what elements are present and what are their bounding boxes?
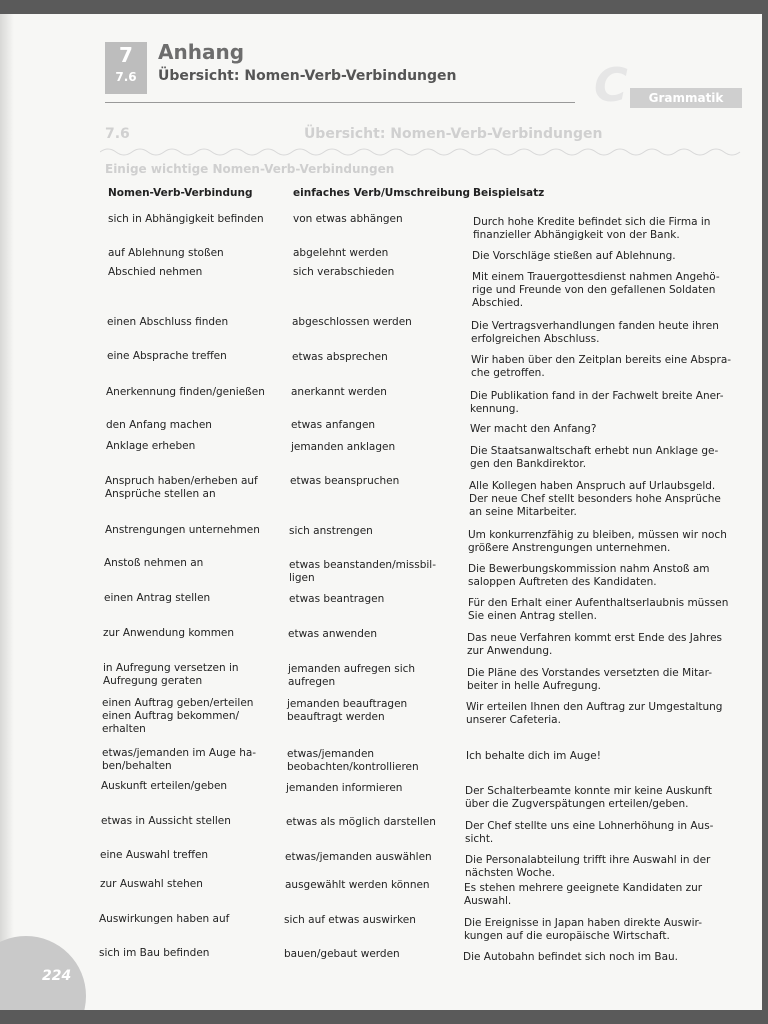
phrase-cell: etwas/jemanden im Auge ha- ben/behalten (102, 747, 257, 772)
example-cell: Die Vorschläge stießen auf Ablehnung. (472, 250, 676, 262)
page-title: Anhang (158, 40, 245, 64)
chapter-number-box (105, 42, 147, 94)
chapter-subnumber: 7.6 (115, 70, 137, 84)
verb-cell: jemanden informieren (286, 782, 403, 794)
verb-cell: sich auf etwas auswirken (284, 914, 416, 926)
verb-cell: etwas/jemanden beobachten/kontrollieren (287, 748, 419, 773)
logo-label: Grammatik (630, 88, 742, 108)
verb-cell: anerkannt werden (291, 386, 387, 398)
phrase-cell: Auswirkungen haben auf (99, 913, 230, 925)
phrase-cell: zur Auswahl stehen (100, 878, 203, 890)
phrase-cell: Anstrengungen unternehmen (105, 524, 260, 536)
verb-cell: abgelehnt werden (293, 247, 389, 259)
decorative-wave-rule (100, 146, 750, 158)
page-subtitle: Übersicht: Nomen-Verb-Verbindungen (158, 68, 457, 84)
example-cell: Mit einem Trauergottesdienst nahmen Angehö- rige und Freunde von den gefallenen Soldaten Abschied. (472, 271, 720, 309)
chapter-number: 7 (119, 43, 133, 67)
example-cell: Wir erteilen Ihnen den Auftrag zur Umgestaltung unserer Cafeteria. (466, 701, 723, 726)
phrase-cell: zur Anwendung kommen (103, 627, 235, 639)
example-cell: Für den Erhalt einer Aufenthaltserlaubnis müssen Sie einen Antrag stellen. (468, 597, 729, 622)
phrase-cell: Auskunft erteilen/geben (101, 780, 228, 792)
verb-cell: jemanden beauftragen beauftragt werden (287, 698, 408, 723)
verb-cell: bauen/gebaut werden (284, 948, 400, 960)
example-cell: Die Staatsanwaltschaft erhebt nun Anklage ge- gen den Bankdirektor. (470, 445, 719, 470)
phrase-cell: sich in Abhängigkeit befinden (108, 213, 264, 225)
phrase-cell: einen Auftrag geben/erteilen einen Auftrag bekommen/ erhalten (102, 697, 254, 735)
example-cell: Wer macht den Anfang? (470, 423, 597, 435)
header-divider (105, 102, 575, 103)
verb-cell: etwas anwenden (288, 628, 377, 640)
phrase-cell: eine Auswahl treffen (100, 849, 209, 861)
example-cell: Die Ereignisse in Japan haben direkte Auswir- kungen auf die europäische Wirtschaft. (464, 917, 702, 942)
phrase-cell: Anerkennung finden/genießen (106, 386, 265, 398)
verb-cell: jemanden anklagen (291, 441, 396, 453)
section-title: Übersicht: Nomen-Verb-Verbindungen (303, 126, 603, 142)
phrase-cell: auf Ablehnung stoßen (108, 247, 224, 259)
column-header-verb: einfaches Verb/Umschreibung (293, 187, 471, 199)
logo-letter: C (594, 58, 628, 112)
verb-cell: abgeschlossen werden (292, 316, 412, 328)
section-subtitle: Einige wichtige Nomen-Verb-Verbindungen (105, 162, 395, 176)
phrase-cell: Abschied nehmen (108, 266, 203, 278)
verb-cell: von etwas abhängen (293, 213, 403, 225)
example-cell: Der Chef stellte uns eine Lohnerhöhung in Aus- sicht. (465, 820, 714, 845)
section-number: 7.6 (105, 126, 130, 142)
example-cell: Die Personalabteilung trifft ihre Auswahl in der nächsten Woche. (465, 854, 711, 879)
example-cell: Die Publikation fand in der Fachwelt breite Aner- kennung. (470, 390, 724, 415)
phrase-cell: den Anfang machen (106, 419, 212, 431)
example-cell: Die Pläne des Vorstandes versetzten die Mitar- beiter in helle Aufregung. (467, 667, 713, 692)
section-heading (105, 126, 602, 142)
example-cell: Es stehen mehrere geeignete Kandidaten zur Auswahl. (464, 882, 703, 907)
example-cell: Durch hohe Kredite befindet sich die Firma in finanzieller Abhängigkeit von der Bank. (473, 216, 711, 241)
verb-cell: etwas beanspruchen (290, 475, 400, 487)
verb-cell: etwas absprechen (292, 351, 388, 363)
verb-cell: etwas anfangen (291, 419, 376, 431)
page-spine-shadow (0, 14, 14, 1010)
verb-cell: sich verabschieden (293, 266, 395, 278)
phrase-cell: Anstoß nehmen an (104, 557, 204, 569)
verb-cell: ausgewählt werden können (285, 879, 430, 891)
verb-cell: etwas beantragen (289, 593, 385, 605)
phrase-cell: Anklage erheben (106, 440, 196, 452)
phrase-cell: einen Antrag stellen (104, 592, 211, 604)
example-cell: Alle Kollegen haben Anspruch auf Urlaubsgeld. Der neue Chef stellt besonders hohe Ansprüche an seine Mitarbeiter. (469, 480, 721, 518)
verb-cell: etwas/jemanden auswählen (285, 851, 432, 863)
example-cell: Ich behalte dich im Auge! (466, 750, 601, 762)
example-cell: Die Vertragsverhandlungen fanden heute ihren erfolgreichen Abschluss. (471, 320, 719, 345)
column-header-phrase: Nomen-Verb-Verbindung (108, 187, 253, 199)
verb-cell: etwas als möglich darstellen (286, 816, 436, 828)
example-cell: Wir haben über den Zeitplan bereits eine Abspra- che getroffen. (471, 354, 732, 379)
example-cell: Das neue Verfahren kommt erst Ende des Jahres zur Anwendung. (467, 632, 722, 657)
column-header-example: Beispielsatz (473, 187, 545, 199)
phrase-cell: eine Absprache treffen (107, 350, 227, 362)
verb-cell: sich anstrengen (289, 525, 373, 537)
phrase-cell: etwas in Aussicht stellen (101, 815, 231, 827)
book-page (0, 14, 762, 1010)
verb-cell: etwas beanstanden/missbil- ligen (289, 559, 436, 584)
phrase-cell: Anspruch haben/erheben auf Ansprüche stellen an (105, 475, 258, 500)
example-cell: Die Bewerbungskommission nahm Anstoß am saloppen Auftreten des Kandidaten. (468, 563, 710, 588)
grammatik-logo (594, 58, 744, 112)
verb-cell: jemanden aufregen sich aufregen (288, 663, 416, 688)
phrase-cell: einen Abschluss finden (107, 316, 229, 328)
phrase-cell: sich im Bau befinden (99, 947, 210, 959)
example-cell: Die Autobahn befindet sich noch im Bau. (463, 951, 679, 963)
page-number: 224 (42, 968, 72, 984)
example-cell: Der Schalterbeamte konnte mir keine Auskunft über die Zugverspätungen erteilen/geben. (465, 785, 712, 810)
example-cell: Um konkurrenzfähig zu bleiben, müssen wir noch größere Anstrengungen unternehmen. (468, 529, 727, 554)
phrase-cell: in Aufregung versetzen in Aufregung geraten (103, 662, 239, 687)
